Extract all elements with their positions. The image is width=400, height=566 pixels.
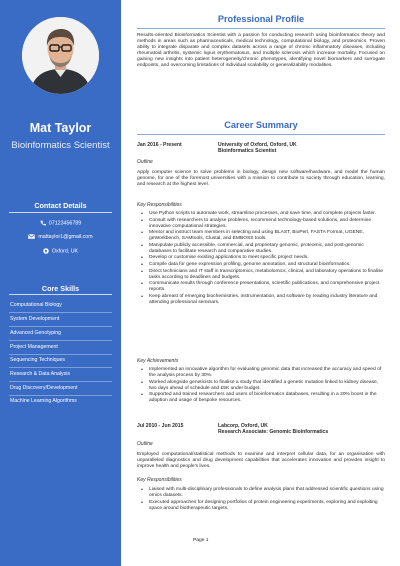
list-item: • Use Python scripts to automate work, streamline processes, and save time, and complete projects faster. — [137, 211, 385, 217]
job-organisation: University of Oxford, Oxford, UK — [218, 142, 297, 148]
skill-divider — [9, 354, 112, 355]
page-number: Page 1 — [193, 538, 209, 543]
job-employer — [218, 423, 328, 435]
contact-email-text: mattaylor1@gmail.com — [38, 234, 93, 240]
profile-divider — [137, 28, 385, 29]
main-content — [137, 0, 385, 566]
list-item: • Mentor and instruct team members in selecting and using BLAST, BioPerl, FASTA Format, UGENE, geWorkbench, SAMtools, Clustal, and EMBOSS tools. — [137, 230, 385, 242]
profile-photo — [22, 17, 99, 94]
list-item: • Keep abreast of emerging biochemistries, instrumentation, and software by reading industry literature and attending professional seminars. — [137, 294, 385, 306]
list-item: • Implemented an innovative algorithm for evaluating genomic data that increased the accuracy and speed of the analysis process by 30%. — [137, 367, 385, 379]
job-employer — [218, 142, 297, 154]
skill-divider — [9, 367, 112, 368]
contact-divider — [9, 212, 112, 213]
contact-heading: Contact Details — [34, 201, 87, 210]
list-item: • Worked alongside geneticists to finalise a study that identified a genetic mutation linked to kidney disease, two days ahead of schedule and £5K under budget. — [137, 380, 385, 392]
skill-divider — [9, 326, 112, 327]
responsibilities-label: Key Responsibilities — [137, 477, 182, 483]
skill-divider — [9, 312, 112, 313]
responsibilities-label: Key Responsibilities — [137, 202, 182, 208]
list-item: • Executed approaches for designing portfolios of protein engineering experiments, exploring and exploiting space around biotherapeutic targets. — [137, 500, 385, 512]
contact-email[interactable] — [0, 234, 121, 241]
skill-item: Computational Biology — [10, 302, 62, 308]
candidate-role: Bioinformatics Scientist — [11, 140, 110, 151]
achievements-list — [137, 367, 385, 405]
contact-phone — [0, 220, 121, 227]
skills-divider — [9, 294, 112, 295]
list-item: • Supported and trained researchers and users of bioinformatics databases, resulting in a 20% boost in the adoption and usage of bespoke resources. — [137, 392, 385, 404]
job-outline: Employed computational/statistical methods to examine and interpret cellular data, for an organisation with unparalleled diagnostics and drug development capabilities that accelerates innovation and provides insight to improve health and people's lives. — [137, 452, 385, 469]
job-organisation: Labcorp, Oxford, UK — [218, 423, 268, 429]
avatar — [22, 17, 99, 94]
job-position: Bioinformatics Scientist — [218, 148, 277, 154]
responsibilities-list — [137, 487, 385, 512]
achievements-label: Key Achievements — [137, 358, 179, 364]
skill-item: Sequencing Techniques — [10, 357, 65, 363]
profile-text: Results-oriented Bioinformatics Scientist with a passion for conducting research using bioinformatics theory and methods in areas such as pharmaceuticals, medical technology, computational biology, and proteomics. Proven ability to integrate disparate and complex datasets across a range of chronic inflammatory diseases, including rheumatoid arthritis, systemic lupus erythematosus, and multiple sclerosis which increase mortality. Focused on gaining new insights into patient heterogeneity/chronic phenotypes, identifying novel biomarkers and surrogate endpoints, and overcoming limitations of individual scalability or generalizability modalities. — [137, 33, 385, 68]
location-pin-icon — [43, 248, 49, 254]
skill-item: Drug Discovery/Development — [10, 385, 78, 391]
outline-label: Outline — [137, 441, 153, 447]
responsibilities-list — [137, 211, 385, 306]
career-title: Career Summary — [224, 120, 298, 130]
contact-location-text: Oxford, UK — [51, 248, 79, 255]
skill-divider — [9, 381, 112, 382]
sidebar — [0, 0, 121, 566]
envelope-icon — [28, 234, 35, 239]
list-item: • Liaised with multi-disciplinary professionals to define analysis plans that addressed scientific questions using omics datasets. — [137, 487, 385, 499]
skills-heading: Core Skills — [41, 284, 80, 293]
list-item: • Communicate results through conference presentations, scientific publications, and comprehensive project reports. — [137, 281, 385, 293]
list-item: • Manipulate publicly accessible, commercial, and proprietary genomic, proteomic, and post-genomic databases to facilitate research and comparative studies. — [137, 243, 385, 255]
contact-location — [0, 248, 121, 255]
skill-divider — [9, 340, 112, 341]
list-item: • Direct technicians and IT staff in transcriptomics, metabolomics, clinical, and laboratory operations to finalise tasks according to deadlines and budgets. — [137, 269, 385, 281]
skill-item: Machine Learning Algorithms — [10, 398, 77, 404]
list-item: • Compile data for gene expression profiling, genome annotation, and structural bioinformatics. — [137, 262, 385, 268]
skill-item: Project Management — [10, 344, 58, 350]
job-dates: Jan 2016 - Present — [137, 142, 182, 148]
list-item: • Consult with researchers to analyse problems, recommend technology-based solutions, and determine innovative computational strategies. — [137, 218, 385, 230]
job-position: Research Associate: Genomic Bioinformatics — [218, 429, 329, 435]
skill-item: Advanced Genotyping — [10, 330, 62, 336]
profile-title: Professional Profile — [217, 14, 305, 24]
contact-phone-text: 07123456789 — [48, 220, 82, 227]
skill-item: System Development — [10, 316, 60, 322]
candidate-name: Mat Taylor — [29, 121, 92, 135]
outline-label: Outline — [137, 159, 153, 165]
skill-item: Research & Data Analysis — [10, 371, 70, 377]
job-dates: Jul 2010 - Jun 2015 — [137, 423, 184, 429]
job-outline: Apply computer science to solve problems in biology, design new software/hardware, and model the human genome, for one of the foremost universities with a mission to contribute to society through education, learning, and research at the highest level. — [137, 170, 385, 187]
list-item: • Develop or customise existing applications to meet specific project needs. — [137, 255, 385, 261]
skill-divider — [9, 395, 112, 396]
career-divider — [137, 134, 385, 135]
phone-icon — [40, 220, 46, 226]
